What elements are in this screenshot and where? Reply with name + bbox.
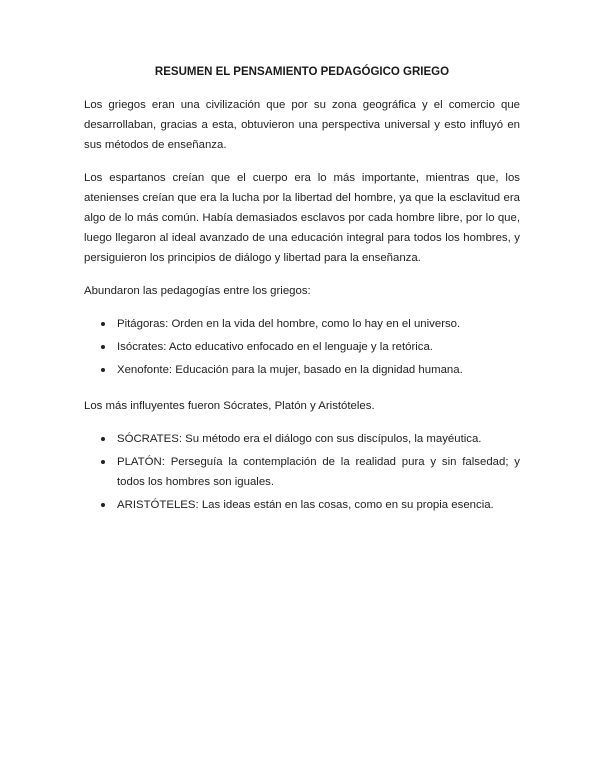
paragraph-spartans-athenians: Los espartanos creían que el cuerpo era lo más importante, mientras que, los atenienses creían que era la lucha por la libertad del hombre, ya que la esclavitud era algo de lo más común. Había demasiados esclavos por cada hombre libre, por lo que, luego llegaron al ideal avanzado de una educación integral para todos los hombres, y persiguieron los principios de diálogo y libertad para la enseñanza. xyxy=(84,172,520,264)
paragraph-intro: Los griegos eran una civilización que por su zona geográfica y el comercio que desarrollaban, gracias a esta, obtuvieron una perspectiva universal y esto influyó en sus métodos de enseñanza. xyxy=(84,99,520,151)
list-item: ARISTÓTELES: Las ideas están en las cosas, como en su propia esencia. xyxy=(84,495,520,515)
list-item: Pitágoras: Orden en la vida del hombre, como lo hay en el universo. xyxy=(84,314,520,334)
pedagogies-intro: Abundaron las pedagogías entre los griegos: xyxy=(84,285,311,297)
influential-list xyxy=(84,429,520,515)
list-item: SÓCRATES: Su método era el diálogo con sus discípulos, la mayéutica. xyxy=(84,429,520,449)
list-item: Xenofonte: Educación para la mujer, basado en la dignidad humana. xyxy=(84,360,520,380)
document-page xyxy=(84,66,520,531)
bullet-icon xyxy=(101,460,105,464)
list-item: PLATÓN: Perseguía la contemplación de la realidad pura y sin falsedad; y todos los hombres son iguales. xyxy=(84,452,520,492)
bullet-icon xyxy=(101,503,105,507)
bullet-icon xyxy=(101,437,105,441)
influential-intro: Los más influyentes fueron Sócrates, Platón y Aristóteles. xyxy=(84,400,375,412)
list-item: Isócrates: Acto educativo enfocado en el lenguaje y la retórica. xyxy=(84,337,520,357)
bullet-icon xyxy=(101,322,105,326)
bullet-icon xyxy=(101,368,105,372)
bullet-icon xyxy=(101,345,105,349)
document-title: RESUMEN EL PENSAMIENTO PEDAGÓGICO GRIEGO xyxy=(154,66,450,78)
pedagogies-list xyxy=(84,314,520,380)
